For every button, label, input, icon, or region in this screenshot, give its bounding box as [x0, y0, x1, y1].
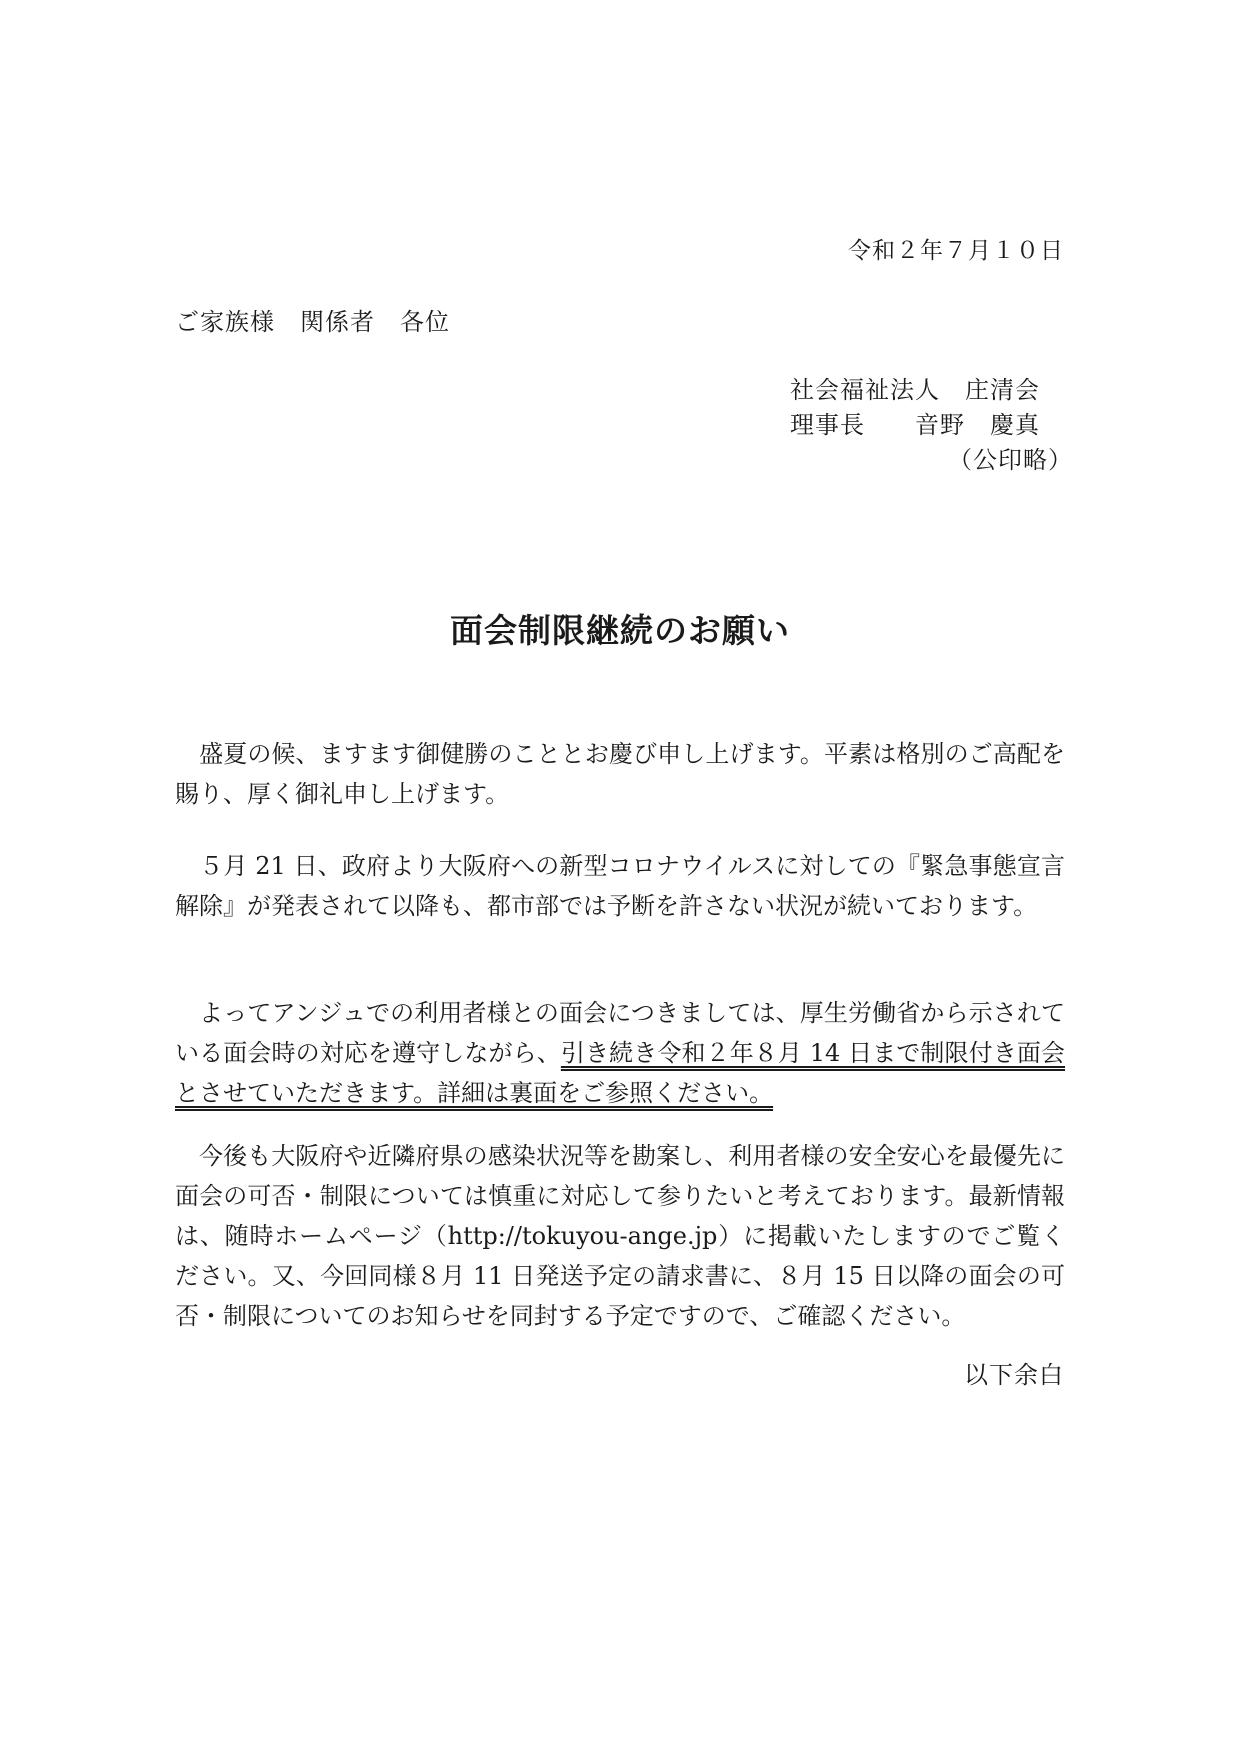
paragraph-visit-restriction [175, 993, 1065, 1113]
document-title: 面会制限継続のお願い [450, 611, 790, 650]
paragraph-greeting-text: 盛夏の候、ますます御健勝のこととお慶び申し上げます。平素は格別のご高配を賜り、厚く御礼申し上げます。 [175, 740, 1065, 808]
paragraph-greeting [175, 734, 1065, 814]
sender-chairman: 理事長 音野 慶真 [790, 411, 1040, 439]
closing-remark: 以下余白 [964, 1361, 1064, 1389]
document-date: 令和２年７月１０日 [848, 238, 1064, 264]
seal-omitted-note: （公印略） [948, 446, 1073, 474]
restriction-period-notice: 引き続き令和２年８月 14 日まで制限付き面会とさせていただきます。詳細は裏面をご参照ください。 [175, 1039, 1066, 1107]
paragraph-visit-restriction-text: よってアンジュでの利用者様との面会につきましては、厚生労働省から示されている面会時の対応を遵守しながら、 [175, 999, 1065, 1067]
sender-organization: 社会福祉法人 庄清会 [790, 376, 1040, 404]
paragraph-future-updates [175, 1136, 1065, 1336]
paragraph-emergency-lifted [175, 846, 1065, 926]
paragraph-emergency-lifted-text: ５月 21 日、政府より大阪府への新型コロナウイルスに対しての『緊急事態宣言 解除』が発表されて以降も、都市部では予断を許さない状況が続いております。 [175, 852, 1065, 920]
paragraph-future-updates-text: 今後も大阪府や近隣府県の感染状況等を勘案し、利用者様の安全安心を最優先に面会の可否・制限については慎重に対応して参りたいと考えております。最新情報は、随時ホームページ（http://tokuyou-ange.jp）に掲載いたしますのでご覧ください。又、今回同様８月 11 日発送予定の請求書に、８月 15 日以降の面会の可否・制限についてのお知らせを同封する予定ですので、ご確認ください。 [175, 1142, 1065, 1330]
addressee-line: ご家族様 関係者 各位 [175, 308, 450, 336]
sender-block [790, 373, 1073, 478]
